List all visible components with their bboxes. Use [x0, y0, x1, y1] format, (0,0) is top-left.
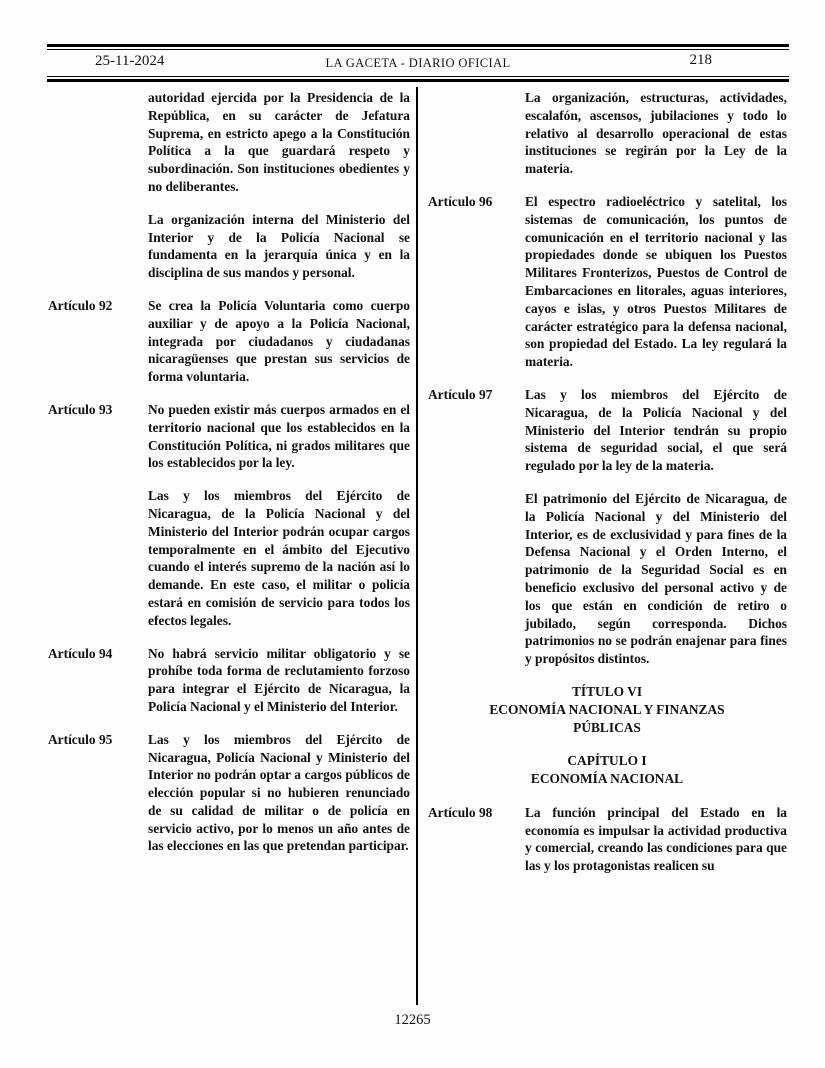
article-text: No habrá servicio militar obligatorio y se prohíbe toda forma de reclutamiento forzoso para integrar el Ejército de Nicaragua, la Policía Nacional y el Ministerio del Interior.	[148, 645, 410, 714]
paragraph-block	[48, 487, 410, 629]
capitulo-i-heading	[428, 752, 786, 788]
article-94-block	[48, 645, 410, 716]
paragraph-text: Las y los miembros del Ejército de Nicaragua, de la Policía Nacional y del Ministerio del Interior podrán ocupar cargos temporalmente en el ámbito del Ejecutivo cuando el interés supremo de la nación así lo demande. En este caso, el militar o policía estará en comisión de servicio para todos los efectos legales.	[148, 488, 410, 628]
page-footer	[0, 1012, 825, 1029]
header-row	[47, 50, 789, 76]
article-96-block	[428, 193, 786, 371]
header-rule-top-thick	[47, 44, 789, 47]
article-label: Artículo 94	[48, 645, 113, 661]
paragraph-text: El patrimonio del Ejército de Nicaragua, de la Policía Nacional y del Ministerio del Interior, es de exclusividad y para fines de la Defensa Nacional y el Orden Interno, el patrimonio de la Seguridad Social es en beneficio exclusivo del personal activo y de los que están en condición de retiro o jubilado, según corresponda. Dichos patrimonios no se podrán enajenar para fines y propósitos distintos.	[525, 490, 787, 667]
paragraph-block	[428, 490, 786, 668]
article-label: Artículo 93	[48, 401, 113, 417]
header-rule-bottom-thick	[47, 79, 789, 82]
article-93-block	[48, 401, 410, 472]
paragraph-text: autoridad ejercida por la Presidencia de la República, en su carácter de Jefatura Suprema, en estricto apego a la Constitución Política a la que guardará respeto y subordinación. Son instituciones obedientes y no deliberantes.	[148, 90, 410, 194]
article-text: Se crea la Policía Voluntaria como cuerpo auxiliar y de apoyo a la Policía Nacional, integrada por ciudadanos y ciudadanas nicaragüenses que prestan sus servicios de forma voluntaria.	[148, 297, 410, 385]
article-text: Las y los miembros del Ejército de Nicaragua, de la Policía Nacional y del Ministerio del Interior tendrán su propio sistema de seguridad social, el que será regulado por la ley de la materia.	[525, 386, 787, 474]
article-label	[48, 487, 148, 629]
article-97-block	[428, 386, 786, 475]
article-label	[428, 490, 525, 668]
article-label: Artículo 97	[428, 386, 493, 402]
capitulo-line: ECONOMÍA NACIONAL	[530, 771, 684, 787]
page-header	[47, 44, 789, 82]
header-rule-bottom-thin	[47, 76, 789, 77]
folio-number: 12265	[394, 1012, 431, 1028]
header-date: 25-11-2024	[95, 53, 165, 69]
article-text: La función principal del Estado en la economía es impulsar la actividad productiva y comercial, creando las condiciones para que las y los protagonistas realicen su	[525, 804, 787, 874]
article-label: Artículo 95	[48, 731, 113, 747]
paragraph-block	[48, 89, 410, 196]
article-95-block	[48, 731, 410, 856]
article-text: Las y los miembros del Ejército de Nicaragua, Policía Nacional y Ministerio del Interior no podrán optar a cargos públicos de elección popular si no hubieren renunciado de su calidad de militar o de policía en servicio activo, por lo menos un año antes de las elecciones en las que pretendan participar.	[148, 731, 410, 854]
titulo-vi-heading	[428, 683, 786, 736]
article-label	[428, 89, 525, 178]
left-column	[48, 89, 410, 870]
paragraph-block	[48, 211, 410, 282]
header-title: LA GACETA - DIARIO OFICIAL	[325, 56, 511, 70]
titulo-line: TÍTULO VI	[571, 683, 643, 699]
article-label: Artículo 92	[48, 297, 113, 313]
titulo-line: PÚBLICAS	[573, 719, 641, 735]
paragraph-text: La organización, estructuras, actividades, escalafón, ascensos, jubilaciones y todo lo relativo al desarrollo operacional de estas instituciones se regirán por la Ley de la materia.	[525, 90, 787, 177]
paragraph-block	[428, 89, 786, 178]
titulo-line: ECONOMÍA NACIONAL Y FINANZAS	[489, 701, 725, 717]
article-98-block	[428, 804, 786, 875]
right-column	[428, 89, 786, 890]
header-page-number: 218	[689, 52, 712, 68]
article-label: Artículo 98	[428, 804, 493, 820]
article-text: El espectro radioeléctrico y satelital, los sistemas de comunicación, los puntos de comunicación en el territorio nacional y las propiedades donde se ubiquen los Puestos Militares Fronterizos, Puestos de Control de Embarcaciones en litorales, aguas interiores, cayos e islas, y otros Puestos Militares de carácter estratégico para la defensa nacional, son propiedad del Estado. La ley regulará la materia.	[525, 193, 787, 370]
paragraph-text: La organización interna del Ministerio del Interior y de la Policía Nacional se fundamenta en la jerarquía única y en la disciplina de sus mandos y personal.	[148, 211, 410, 281]
article-label	[48, 211, 148, 282]
article-92-block	[48, 297, 410, 386]
article-label: Artículo 96	[428, 193, 493, 209]
capitulo-line: CAPÍTULO I	[567, 753, 647, 769]
article-label	[48, 89, 148, 196]
column-divider	[416, 87, 418, 1005]
article-text: No pueden existir más cuerpos armados en el territorio nacional que los establecidos en la Constitución Política, ni grados militares que los establecidos por la ley.	[148, 401, 410, 471]
